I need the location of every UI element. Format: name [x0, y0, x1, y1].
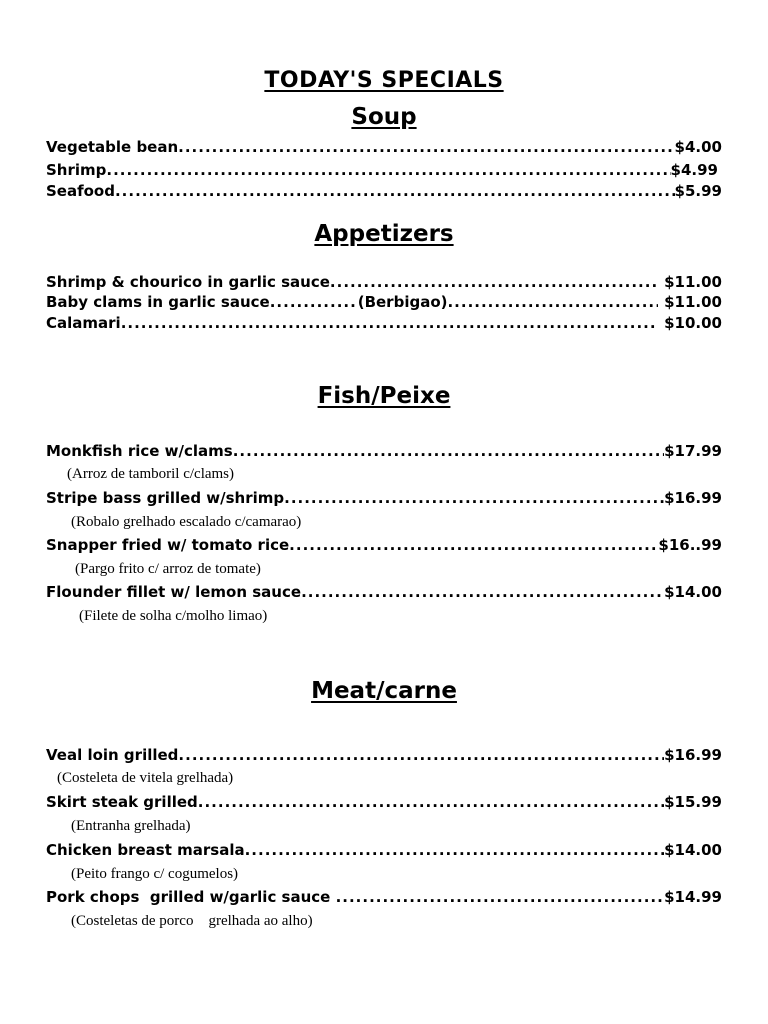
menu-item	[46, 160, 718, 180]
item-translation: (Filete de solha c/molho limao)	[79, 608, 268, 624]
menu-item	[46, 272, 722, 292]
item-name: Vegetable bean	[46, 138, 179, 156]
item-translation: (Robalo grelhado escalado c/camarao)	[71, 514, 302, 530]
menu-item	[46, 181, 722, 201]
menu-item	[46, 441, 722, 461]
item-name: Monkfish rice w/clams	[46, 442, 233, 460]
item-translation: (Pargo frito c/ arroz de tomate)	[75, 561, 261, 577]
item-translation: (Costeleta de vitela grelhada)	[57, 770, 234, 786]
menu-item	[46, 745, 722, 765]
item-price: $14.00	[664, 841, 722, 859]
item-name: Seafood	[46, 182, 115, 200]
item-price: $10.00	[664, 314, 722, 332]
section-heading-meat: Meat/carne	[311, 678, 457, 704]
page-title: TODAY'S SPECIALS	[264, 68, 504, 93]
item-translation: (Costeletas de porco grelhada ao alho)	[71, 913, 313, 929]
leader-dots	[115, 181, 675, 201]
item-name: Shrimp & chourico in garlic sauce	[46, 273, 330, 291]
item-price: $5.99	[674, 182, 722, 200]
leader-dots	[178, 137, 674, 157]
item-name: Snapper fried w/ tomato rice	[46, 536, 290, 554]
item-name: Chicken breast marsala	[46, 841, 245, 859]
leader-dots	[106, 160, 670, 180]
menu-item	[46, 887, 722, 907]
item-price: $11.00	[664, 293, 722, 311]
leader-dots	[301, 582, 664, 602]
item-name: Stripe bass grilled w/shrimp	[46, 489, 285, 507]
leader-dots	[284, 488, 664, 508]
menu-item	[46, 582, 722, 602]
item-price: $16.99	[664, 746, 722, 764]
menu-item	[46, 792, 722, 812]
item-translation: (Entranha grelhada)	[71, 818, 191, 834]
item-name: Shrimp	[46, 161, 107, 179]
item-name: Calamari	[46, 314, 121, 332]
section-heading-appetizers: Appetizers	[314, 221, 454, 247]
menu-item	[46, 137, 722, 157]
item-price: $15.99	[664, 793, 722, 811]
menu-item	[46, 840, 722, 860]
item-price: $4.99	[670, 161, 718, 179]
item-price: $16..99	[658, 536, 722, 554]
item-note: (Berbigao)	[357, 293, 448, 311]
leader-dots	[245, 840, 665, 860]
item-price: $14.00	[664, 583, 722, 601]
section-heading-soup: Soup	[351, 104, 417, 130]
leader-dots	[198, 792, 664, 812]
item-price: $16.99	[664, 489, 722, 507]
menu-item	[46, 488, 722, 508]
item-translation: (Arroz de tamboril c/clams)	[67, 466, 235, 482]
leader-dots	[178, 745, 664, 765]
menu-item	[46, 292, 722, 312]
item-name: Skirt steak grilled	[46, 793, 198, 811]
leader-dots	[447, 292, 658, 312]
item-price: $11.00	[664, 273, 722, 291]
section-heading-fish: Fish/Peixe	[317, 383, 451, 409]
leader-dots	[336, 887, 665, 907]
leader-dots	[289, 535, 658, 555]
leader-dots	[270, 292, 358, 312]
item-name: Veal loin grilled	[46, 746, 179, 764]
item-price: $17.99	[664, 442, 722, 460]
item-translation: (Peito frango c/ cogumelos)	[71, 866, 239, 882]
item-name: Baby clams in garlic sauce	[46, 293, 270, 311]
leader-dots	[330, 272, 658, 292]
item-price: $4.00	[674, 138, 722, 156]
item-name: Flounder fillet w/ lemon sauce	[46, 583, 302, 601]
leader-dots	[121, 313, 658, 333]
menu-item	[46, 313, 722, 333]
item-name: Pork chops grilled w/garlic sauce	[46, 888, 336, 906]
leader-dots	[233, 441, 664, 461]
item-price: $14.99	[664, 888, 722, 906]
menu-item	[46, 535, 722, 555]
